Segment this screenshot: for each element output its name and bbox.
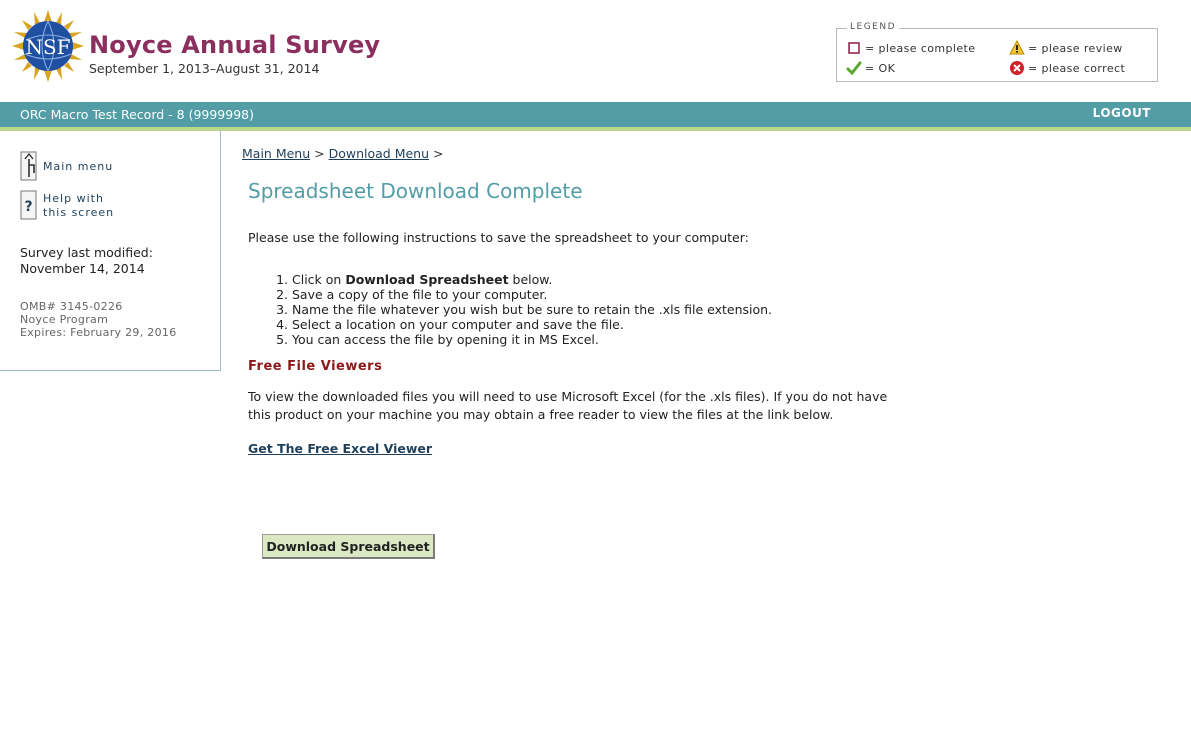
breadcrumb-separator: > (433, 146, 444, 161)
main-menu-label: Main menu (43, 160, 114, 173)
breadcrumb-main-menu[interactable]: Main Menu (242, 146, 311, 161)
legend (836, 22, 1158, 82)
help-icon (20, 190, 37, 220)
main-menu-link[interactable] (20, 151, 113, 181)
free-viewers-text: To view the downloaded files you will need to use Microsoft Excel (for the .xls files). If you do not have this product on your machine you may obtain a free reader to view the files at the link below. (248, 389, 888, 422)
legend-item-ok (846, 60, 895, 76)
help-label (43, 192, 114, 220)
step-text: below. (508, 272, 553, 287)
instructions-intro: Please use the following instructions to save the spreadsheet to your computer: (248, 230, 749, 245)
nsf-logo (12, 10, 84, 82)
step-item: 2. Save a copy of the file to your computer. (292, 287, 772, 302)
breadcrumb (242, 146, 444, 161)
survey-dates: September 1, 2013–August 31, 2014 (89, 61, 320, 76)
page-title: Spreadsheet Download Complete (248, 179, 583, 203)
survey-modified (20, 245, 153, 277)
help-label-line2: this screen (43, 206, 115, 219)
legend-item-review (1009, 40, 1123, 56)
svg-text:NSF: NSF (25, 35, 71, 59)
legend-title: LEGEND (847, 22, 899, 32)
site-title: Noyce Annual Survey (89, 31, 381, 59)
step-text: Click on (292, 272, 346, 287)
legend-label: = please review (1028, 41, 1123, 55)
top-bar (0, 102, 1191, 127)
checkmark-icon (846, 60, 862, 76)
program-name: Noyce Program (20, 313, 109, 326)
step-item: 3. Name the file whatever you wish but be sure to retain the .xls file extension. (292, 302, 772, 317)
svg-text:?: ? (24, 199, 33, 215)
legend-label: = OK (865, 61, 896, 75)
legend-item-correct (1009, 60, 1125, 76)
free-viewers-heading: Free File Viewers (248, 359, 383, 374)
breadcrumb-download-menu[interactable]: Download Menu (328, 146, 430, 161)
modified-date: November 14, 2014 (20, 261, 145, 276)
omb-number: OMB# 3145-0226 (20, 300, 123, 313)
help-link[interactable] (20, 190, 114, 220)
record-label: ORC Macro Test Record - 8 (9999998) (20, 107, 254, 122)
expiry-date: Expires: February 29, 2016 (20, 326, 177, 339)
step-item: 4. Select a location on your computer and save the file. (292, 317, 772, 332)
legend-label: = please correct (1028, 61, 1126, 75)
sidebar (0, 131, 221, 371)
main-menu-icon (20, 151, 37, 181)
legend-item-complete (846, 40, 975, 56)
warning-icon (1009, 40, 1025, 56)
checkbox-icon (846, 40, 862, 56)
step-item (292, 272, 772, 287)
modified-label: Survey last modified: (20, 245, 153, 260)
step-bold: Download Spreadsheet (345, 272, 509, 287)
download-spreadsheet-button[interactable]: Download Spreadsheet (262, 534, 435, 559)
error-icon (1009, 60, 1025, 76)
step-item: 5. You can access the file by opening it in MS Excel. (292, 332, 772, 347)
omb-info (20, 300, 177, 339)
help-label-line1: Help with (43, 192, 104, 205)
logout-link[interactable]: LOGOUT (1092, 106, 1151, 120)
excel-viewer-link[interactable]: Get The Free Excel Viewer (248, 441, 433, 456)
legend-label: = please complete (865, 41, 976, 55)
breadcrumb-separator: > (314, 146, 325, 161)
instruction-steps (248, 272, 772, 347)
